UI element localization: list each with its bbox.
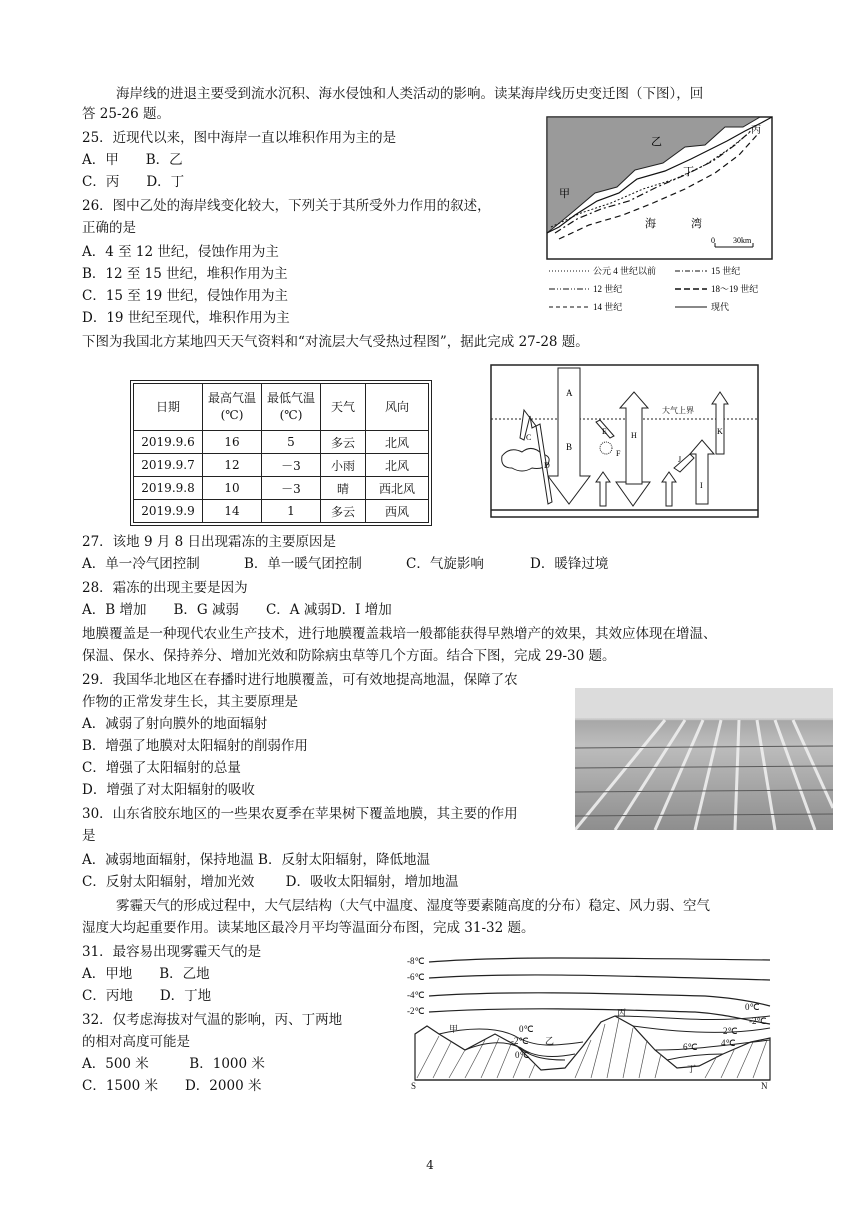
arrow-label: C xyxy=(526,433,532,442)
intro-25-26-line1: 海岸线的进退主要受到流水沉积、海水侵蚀和人类活动的影响。读某海岸线历史变迁图（下图），回 xyxy=(116,86,704,102)
q32-stem-2: 的相对高度可能是 xyxy=(82,1034,190,1050)
q32-options-ab: A．500 米 B．1000 米 xyxy=(82,1056,265,1072)
cell: －3 xyxy=(262,477,321,500)
weather-table xyxy=(133,383,429,523)
q25-stem: 25．近现代以来，图中海岸一直以堆积作用为主的是 xyxy=(82,130,397,146)
q29-option-a: A．减弱了射向膜外的地面辐射 xyxy=(82,716,268,732)
q29-stem-2: 作物的正常发芽生长，其主要原理是 xyxy=(82,694,298,710)
cell: 小雨 xyxy=(321,454,366,477)
scale-label: 30km xyxy=(733,236,752,245)
q25-options-ab: A．甲 B．乙 xyxy=(82,152,183,168)
cell: 西北风 xyxy=(366,477,429,500)
place-label-jia: 甲 xyxy=(449,1024,459,1034)
intro-29-30-line1: 地膜覆盖是一种现代农业生产技术，进行地膜覆盖栽培一般都能获得早熟增产的效果，其效应体现在增温、 xyxy=(82,626,717,642)
map-label-bay-1: 海 xyxy=(645,218,656,230)
map-label-yi: 乙 xyxy=(651,136,662,148)
place-label-bing: 丙 xyxy=(617,1008,627,1018)
isotherm-label: 0℃ xyxy=(515,1050,530,1060)
q31-stem: 31．最容易出现雾霾天气的是 xyxy=(82,944,262,960)
q27-option-d: D．暖锋过境 xyxy=(530,556,609,572)
q26-stem-1: 26．图中乙处的海岸线变化较大，下列关于其所受外力作用的叙述， xyxy=(82,198,491,214)
cell: 2019.9.6 xyxy=(134,431,203,454)
cell: 多云 xyxy=(321,431,366,454)
arrow-label: I xyxy=(700,481,703,490)
isotherm-label: -8℃ xyxy=(407,956,425,966)
arrow-label: F xyxy=(616,449,621,458)
cell: 北风 xyxy=(366,454,429,477)
q30-options-cd: C．反射太阳辐射，增加光效 D．吸收太阳辐射，增加地温 xyxy=(82,874,459,890)
cell: 西风 xyxy=(366,500,429,523)
intro-27-28: 下图为我国北方某地四天天气资料和“对流层大气受热过程图”，据此完成 27-28 题。 xyxy=(82,334,589,350)
cell: 16 xyxy=(203,431,262,454)
intro-25-26-line2: 答 25-26 题。 xyxy=(82,106,171,122)
isotherm-label: -2℃ xyxy=(407,1006,425,1016)
legend-item: 现代 xyxy=(711,302,730,312)
map-label-jia: 甲 xyxy=(559,188,570,200)
table-row xyxy=(134,431,429,454)
q29-stem-1: 29．我国华北地区在春播时进行地膜覆盖，可有效地提高地温，保障了农 xyxy=(82,672,518,688)
col-header: 日期 xyxy=(134,384,203,431)
q30-stem-2: 是 xyxy=(82,828,96,844)
cell: 北风 xyxy=(366,431,429,454)
place-label-yi: 乙 xyxy=(545,1036,555,1046)
q31-options-cd: C．丙地 D．丁地 xyxy=(82,988,212,1004)
q31-options-ab: A．甲地 B．乙地 xyxy=(82,966,210,982)
q26-option-c: C．15 至 19 世纪，侵蚀作用为主 xyxy=(82,288,289,304)
isotherm-label: 0℃ xyxy=(745,1002,760,1012)
col-header: 天气 xyxy=(321,384,366,431)
legend-item: 15 世纪 xyxy=(711,266,741,276)
scale-zero: 0 xyxy=(711,236,715,245)
cell: 10 xyxy=(203,477,262,500)
isotherm-label: 4℃ xyxy=(721,1038,736,1048)
q26-option-d: D．19 世纪至现代，堆积作用为主 xyxy=(82,310,290,326)
q30-options-ab: A．减弱地面辐射，保持地温 B．反射太阳辐射，降低地温 xyxy=(82,852,430,868)
arrow-label: D xyxy=(544,461,550,470)
cell: 1 xyxy=(262,500,321,523)
arrow-label: E xyxy=(602,427,607,436)
q26-stem-2: 正确的是 xyxy=(82,220,136,236)
isotherm-label: -2℃ xyxy=(511,1036,529,1046)
q29-option-b: B．增强了地膜对太阳辐射的削弱作用 xyxy=(82,738,308,754)
map-label-bing: 丙 xyxy=(751,125,761,136)
legend-item: 12 世纪 xyxy=(593,284,623,294)
place-label-ding: 丁 xyxy=(687,1064,697,1074)
arrow-label: K xyxy=(717,427,723,436)
col-header: 风向 xyxy=(366,384,429,431)
q32-stem-1: 32．仅考虑海拔对气温的影响，丙、丁两地 xyxy=(82,1012,343,1028)
col-header: 最高气温(℃) xyxy=(203,384,262,431)
legend-item: 14 世纪 xyxy=(593,302,623,312)
isotherm-profile-diagram xyxy=(405,950,780,1090)
q28-options: A．B 增加 B．G 减弱 C．A 减弱D．I 增加 xyxy=(82,602,392,618)
q26-option-a: A．4 至 12 世纪，侵蚀作用为主 xyxy=(82,244,279,260)
isotherm-label: 0℃ xyxy=(519,1024,534,1034)
q29-option-d: D．增强了对太阳辐射的吸收 xyxy=(82,782,255,798)
weather-table-frame xyxy=(130,380,432,526)
arrow-label: H xyxy=(631,431,637,440)
q27-option-c: C．气旋影响 xyxy=(406,556,484,572)
atmospheric-heating-diagram xyxy=(490,364,760,522)
q27-option-a: A．单一冷气团控制 xyxy=(82,556,200,572)
arrow-label: J xyxy=(678,455,682,464)
isotherm-label: -4℃ xyxy=(407,990,425,1000)
q29-option-c: C．增强了太阳辐射的总量 xyxy=(82,760,241,776)
legend-item: 18～19 世纪 xyxy=(711,284,759,294)
table-row xyxy=(134,454,429,477)
isotherm-label: -6℃ xyxy=(407,972,425,982)
intro-31-32-line1: 雾霾天气的形成过程中，大气层结构（大气中温度、湿度等要素随高度的分布）稳定、风力弱、空气 xyxy=(116,898,710,914)
q27-option-b: B．单一暖气团控制 xyxy=(244,556,362,572)
cell: 12 xyxy=(203,454,262,477)
q26-option-b: B．12 至 15 世纪，堆积作用为主 xyxy=(82,266,288,282)
q28-stem: 28．霜冻的出现主要是因为 xyxy=(82,580,248,596)
map-label-ding: 丁 xyxy=(683,166,694,178)
cell: 多云 xyxy=(321,500,366,523)
coastline-change-map xyxy=(545,115,775,320)
atmosphere-top-label: 大气上界 xyxy=(662,406,694,415)
intro-29-30-line2: 保温、保水、保持养分、增加光效和防除病虫草等几个方面。结合下图，完成 29-30 题。 xyxy=(82,648,616,664)
q32-options-cd: C．1500 米 D．2000 米 xyxy=(82,1078,262,1094)
direction-north: N xyxy=(761,1081,768,1090)
isotherm-label: -2℃ xyxy=(749,1016,767,1026)
cell: 2019.9.9 xyxy=(134,500,203,523)
table-row xyxy=(134,477,429,500)
arrow-label: B xyxy=(566,442,573,452)
isotherm-label: 6℃ xyxy=(683,1042,698,1052)
cell: 14 xyxy=(203,500,262,523)
intro-31-32-line2: 湿度大均起重要作用。读某地区最冷月平均等温面分布图，完成 31-32 题。 xyxy=(82,920,535,936)
isotherm-label: 2℃ xyxy=(723,1026,738,1036)
page-number: 4 xyxy=(426,1158,434,1172)
cell: 5 xyxy=(262,431,321,454)
direction-south: S xyxy=(411,1081,417,1090)
plastic-mulch-field-photo xyxy=(575,688,833,830)
arrow-label: A xyxy=(566,388,573,398)
cell: －3 xyxy=(262,454,321,477)
q30-stem-1: 30．山东省胶东地区的一些果农夏季在苹果树下覆盖地膜，其主要的作用 xyxy=(82,806,518,822)
map-label-bay-2: 湾 xyxy=(691,218,702,230)
table-row xyxy=(134,500,429,523)
cell: 晴 xyxy=(321,477,366,500)
cell: 2019.9.7 xyxy=(134,454,203,477)
q25-options-cd: C．丙 D．丁 xyxy=(82,174,185,190)
q27-stem: 27．该地 9 月 8 日出现霜冻的主要原因是 xyxy=(82,534,337,550)
col-header: 最低气温(℃) xyxy=(262,384,321,431)
cell: 2019.9.8 xyxy=(134,477,203,500)
legend-item: 公元 4 世纪以前 xyxy=(593,266,657,276)
